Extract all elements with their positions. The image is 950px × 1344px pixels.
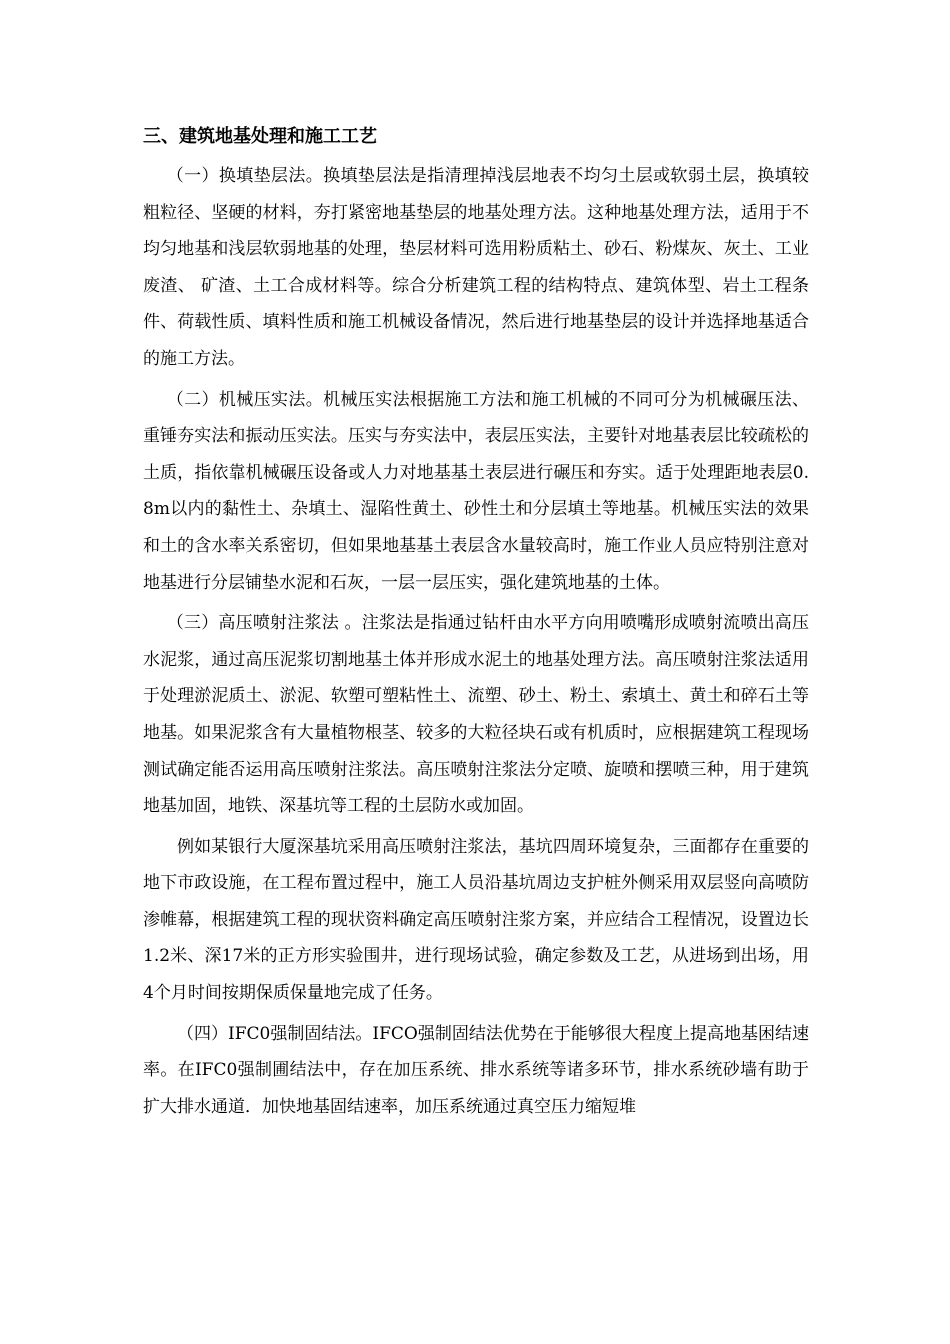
paragraph-ifco-consolidation: （四）IFC0强制固结法。IFCO强制固结法优势在于能够很大程度上提高地基困结速率。在IFC0强制圃结法中，存在加压系统、排水系统等诸多环节，排水系统砂墙有助于扩大排水通道．加快地基固结速率，加压系统通过真空压力缩短堆: [143, 1023, 809, 1117]
document-body: [143, 122, 809, 1125]
paragraph-replacement-cushion: （一）换填垫层法。换填垫层法是指清理掉浅层地表不均匀土层或软弱土层，换填较粗粒径、坚硬的材料，夯打紧密地基垫层的地基处理方法。这种地基处理方法，适用于不均匀地基和浅层软弱地基的处理，垫层材料可选用粉质粘土、砂石、粉煤灰、灰土、工业废渣、 矿渣、土工合成材料等。综合分析建筑工程的结构特点、建筑体型、岩土工程条件、荷载性质、填料性质和施工机械设备情况，然后进行地基垫层的设计并选择地基适合的施工方法。: [143, 166, 809, 369]
paragraph-mechanical-compaction: （二）机械压实法。机械压实法根据施工方法和施工机械的不同可分为机械碾压法、重锤夯实法和振动压实法。压实与夯实法中，表层压实法，主要针对地基表层比较疏松的土质，指依靠机械碾压设备或人力对地基基土表层进行碾压和夯实。适于处理距地表层0.8m以内的黏性土、杂填土、湿陷性黄土、砂性土和分层填土等地基。机械压实法的效果和土的含水率关系密切，但如果地基基土表层含水量较高时，施工作业人员应特别注意对地基进行分层铺垫水泥和石灰，一层一层压实，强化建筑地基的土体。: [143, 389, 809, 593]
paragraph-high-pressure-jet-grouting: （三）高压喷射注浆法 。注浆法是指通过钻杆由水平方向用喷嘴形成喷射流喷出高压水泥浆，通过高压泥浆切割地基土体并形成水泥土的地基处理方法。高压喷射注浆法适用于处理淤泥质土、淤泥、软塑可塑粘性土、流塑、砂土、粉土、索填土、黄土和碎石土等地基。如果泥浆含有大量植物根茎、较多的大粒径块石或有机质时，应根据建筑工程现场测试确定能否运用高压喷射注浆法。高压喷射注浆法分定喷、旋喷和摆喷三种，用于建筑地基加固，地铁、深基坑等工程的土层防水或加固。: [143, 613, 809, 817]
paragraph-bank-example: 例如某银行大厦深基坑采用高压喷射注浆法，基坑四周环境复杂，三面都存在重要的地下市政设施，在工程布置过程中，施工人员沿基坑周边支护桩外侧采用双层竖向高喷防渗帷幕，根据建筑工程的现状资料确定高压喷射注浆方案，并应结合工程情况，设置边长1.2米、深17米的正方形实验围井，进行现场试验，确定参数及工艺，从进场到出场，用4个月时间按期保质保量地完成了任务。: [143, 836, 809, 1004]
section-heading: 三、建筑地基处理和施工工艺: [143, 126, 377, 147]
